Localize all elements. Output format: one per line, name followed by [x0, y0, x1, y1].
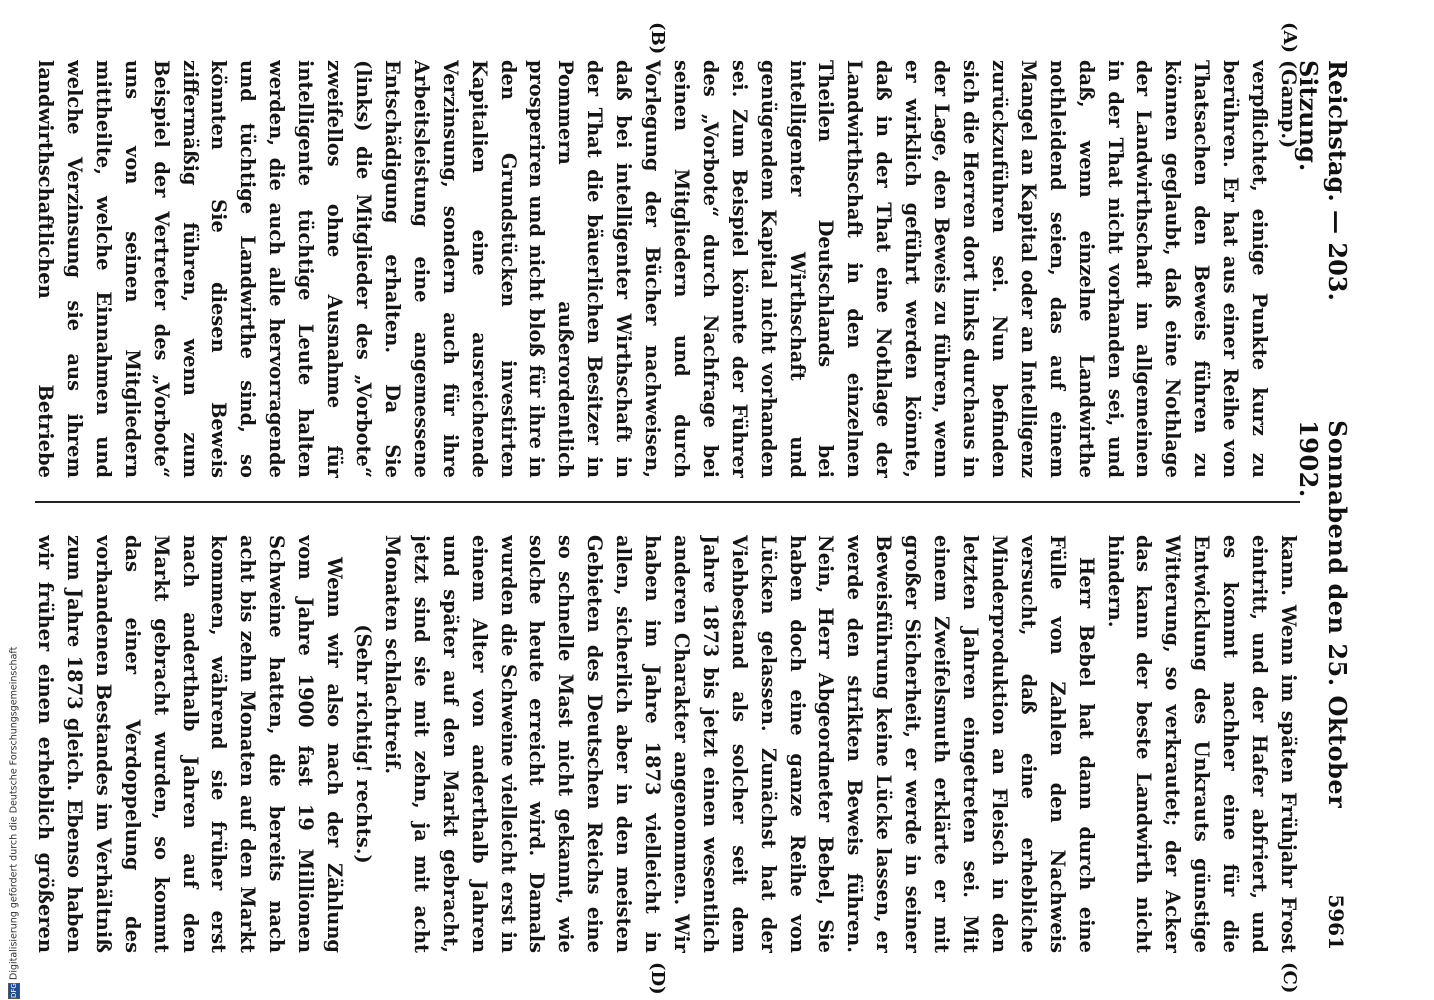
- paragraph: kann. Wenn im späten Frühjahr Frost eintritt, und der Hafer abfriert, und es kommt nachher eine für die Entwicklung des Unkrauts günstige Witterung, so verkrautet; der Acker das kann der beste Landwirth nicht hindern.: [1103, 535, 1300, 953]
- right-column: [32, 535, 1302, 953]
- dfg-logo-icon: DFG: [10, 983, 18, 998]
- margin-marker-c: (C): [1279, 962, 1300, 994]
- margin-marker-a: (A): [1279, 22, 1300, 53]
- interjection: (Sehr richtig! rechts.): [352, 624, 375, 864]
- paragraph: Wenn wir also nach der Zählung vom Jahre 1900 fast 19 Millionen Schweine hatten, die bereits nach acht bis zehn Monaten auf den Markt kommen, während sie früher erst nach anderthalb Jahren auf den Markt gebracht wurden, so kommt das einer Verdoppelung des vorhandenen Bestandes im Verhältniß zum Jahre 1873 gleich. Ebenso haben wir früher einen erheblich größeren: [34, 535, 347, 953]
- digitization-credit: [8, 647, 20, 999]
- paragraph: Herr Bebel hat dann durch eine Fülle von Zahlen den Nachweis versucht, daß eine erhebliche Minderproduktion an Fleisch in den letzten Jahren eingetreten sei. Mit einem Zweifelsmuth erklärte er mit großer Sicherheit, er werde in seiner Beweisführung keine Lücke lassen, er werde den strikten Beweis führen. Nein, Herr Abgeordneter Bebel, Sie haben doch eine ganze Reihe von Lücken gelassen. Zunächst hat der Viehbestand als solcher seit dem Jahre 1873 bis jetzt einen wesentlich anderen Charakter angenommen. Wir haben im Jahre 1873 vielleicht in allen, sicherlich aber in den meisten Gebieten des Deutschen Reichs eine so schnelle Mast nicht gekannt, wie solche heute erreicht wird. Damals wurden die Schweine vielleicht erst in einem Alter von anderthalb Jahren und später auf den Markt gebracht, jetzt sind sie mit zehn, ja mit acht Monaten schlachtreif.: [380, 535, 1098, 953]
- left-column: [32, 60, 1302, 478]
- page-header: [1294, 60, 1352, 950]
- credit-text: Digitalisierung gefördert durch die Deutsche Forschungsgemeinschaft: [8, 646, 20, 980]
- paragraph: verpflichtet, einige Punkte kurz zu berühren. Er hat aus einer Reihe von Thatsachen den Beweis führen zu können geglaubt, daß eine Nothlage der Landwirthschaft im allgemeinen in der That nicht vorhanden sei, und daß, wenn einzelne Landwirthe nothleidend seien, das auf einem Mangel an Kapital oder an Intelligenz zurückzuführen sei. Nun befinden sich die Herren dort links durchaus in der Lage, den Beweis zu führen, wenn er wirklich geführt werden könnte, daß in der That eine Nothlage der Landwirthschaft in den einzelnen Theilen Deutschlands bei intelligenter Wirthschaft und genügendem Kapital nicht vorhanden sei. Zum Beispiel könnte der Führer des „Vorbote“ durch Nachfrage bei seinen Mitgliedern und durch Vorlegung der Bücher nachweisen, daß bei intelligenter Wirthschaft in der That die bäuerlichen Besitzer in Pommern außerordentlich prosperiren und nicht bloß für ihre in den Grundstücken investirten Kapitalien eine ausreichende Verzinsung, sondern auch für ihre Arbeitsleistung eine angemessene Entschädigung erhalten. Da Sie (links) die Mitglieder des „Vorbote“ zweifellos ohne Ausnahme für intelligente tüchtige Leute halten werden, die auch alle hervorragende und tüchtige Landwirthe sind, so könnten Sie diesen Beweis ziffermäßig führen, wenn zum Beispiel der Vertreter des „Vorbote“ uns von seinen Mitgliedern mittheilte, welche Einnahmen und welche Verzinsung sie aus ihrem landwirthschaftlichen Betriebe: [34, 60, 1272, 478]
- margin-marker-d: (D): [647, 962, 668, 995]
- header-date: Sonnabend den 25. Oktober 1902.: [1294, 420, 1352, 809]
- header-left: Reichstag. — 203. Sitzung.: [1294, 60, 1352, 301]
- page-number: 5961: [1324, 894, 1348, 950]
- margin-marker-b: (B): [647, 22, 668, 55]
- column-divider: [35, 501, 1300, 503]
- speaker-label: (Gamp.): [1277, 60, 1300, 149]
